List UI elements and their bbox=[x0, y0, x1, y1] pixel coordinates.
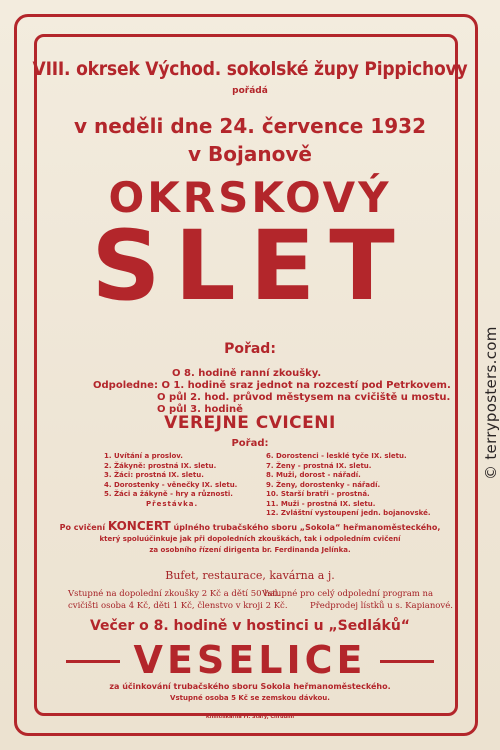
concert-word: KONCERT bbox=[107, 519, 171, 533]
program-list-left bbox=[104, 452, 237, 500]
program-heading: Pořad: bbox=[224, 341, 276, 357]
program-item: 5. Žáci a žákyně - hry a různosti. bbox=[104, 490, 233, 498]
afternoon-line-2: O půl 2. hod. průvod městysem na cvičiště u mostu. bbox=[157, 392, 451, 403]
program-item: 9. Ženy, dorostenky - nářadí. bbox=[266, 480, 381, 489]
veselice-title: VESELICE bbox=[133, 638, 367, 682]
evening-admission: Vstupné osoba 5 Kč se zemskou dávkou. bbox=[170, 694, 330, 702]
admission-line-1: Vstupné na dopolední zkoušky 2 Kč a dětí 50 hal. bbox=[68, 589, 281, 599]
program-item: 1. Uvítání a proslov. bbox=[104, 452, 183, 460]
program-item: 12. Zvláštní vystoupení jedn. bojanovské. bbox=[266, 509, 431, 517]
evening-line: Večer o 8. hodině v hostinci u „Sedláků“ bbox=[89, 618, 411, 634]
afternoon-line-1: Odpoledne: O 1. hodině sraz jednot na rozcestí pod Petrkovem. bbox=[93, 380, 451, 391]
event-date: v neděli dne 24. července 1932 bbox=[73, 114, 426, 138]
refreshments-line: Bufet, restaurace, kavárna a j. bbox=[165, 569, 335, 582]
printer-credit: Knihtiskárna Fr. Starý, Chrudim bbox=[205, 714, 295, 720]
program-subheading: Pořad: bbox=[231, 438, 269, 449]
intermission-label: Přestávka. bbox=[146, 500, 199, 508]
program-item: 4. Dorostenky - věnečky IX. sletu. bbox=[104, 480, 238, 489]
watermark: © terryposters.com bbox=[482, 326, 500, 480]
program-item: 2. Žákyně: prostná IX. sletu. bbox=[104, 461, 217, 470]
concert-line-1 bbox=[0, 519, 500, 533]
morning-line-1: O 8. hodině ranní zkoušky. bbox=[172, 368, 322, 379]
organizer-line: VIII. okrsek Východ. sokolské župy Pippichovy bbox=[32, 58, 468, 80]
concert-line-3: za osobního řízení dirigenta br. Ferdinanda Jelínka. bbox=[149, 546, 351, 554]
public-exercise-heading: VEREJNE CVICENI bbox=[164, 413, 336, 433]
program-item: 7. Ženy - prostná IX. sletu. bbox=[266, 461, 372, 470]
organizes-label: pořádá bbox=[232, 86, 268, 96]
admission-line-3: Vstupné pro celý odpolední program na bbox=[262, 589, 434, 599]
band-line: za účinkování trubačského sboru Sokola heřmanoměsteckého. bbox=[109, 682, 391, 691]
title-okrskovy: OKRSKOVÝ bbox=[108, 173, 392, 222]
program-item: 8. Muži, dorost - nářadí. bbox=[266, 471, 361, 479]
program-item: 6. Dorostenci - lesklé tyče IX. sletu. bbox=[266, 452, 407, 460]
program-item: 10. Starší bratři - prostná. bbox=[266, 490, 370, 498]
title-slet: SLET bbox=[91, 210, 409, 322]
program-item: 3. Žáci: prostná IX. sletu. bbox=[104, 471, 204, 479]
admission-line-4: Předprodej lístků u s. Kapianové. bbox=[310, 601, 453, 611]
admission-line-2: cvičišti osoba 4 Kč, děti 1 Kč, členstvo v kroji 2 Kč. bbox=[68, 601, 288, 611]
concert-pre: Po cvičení bbox=[59, 523, 108, 532]
concert-line-2: který spoluúčinkuje jak při dopoledních zkouškách, tak i odpoledním cvičení bbox=[99, 535, 401, 543]
program-list-right bbox=[266, 452, 431, 519]
program-item: 11. Muži - prostná IX. sletu. bbox=[266, 499, 376, 508]
afternoon-line-3: O půl 3. hodině bbox=[157, 404, 243, 415]
concert-post: úplného trubačského sboru „Sokola“ heřmanoměsteckého, bbox=[170, 523, 441, 532]
event-place: v Bojanově bbox=[188, 142, 312, 166]
